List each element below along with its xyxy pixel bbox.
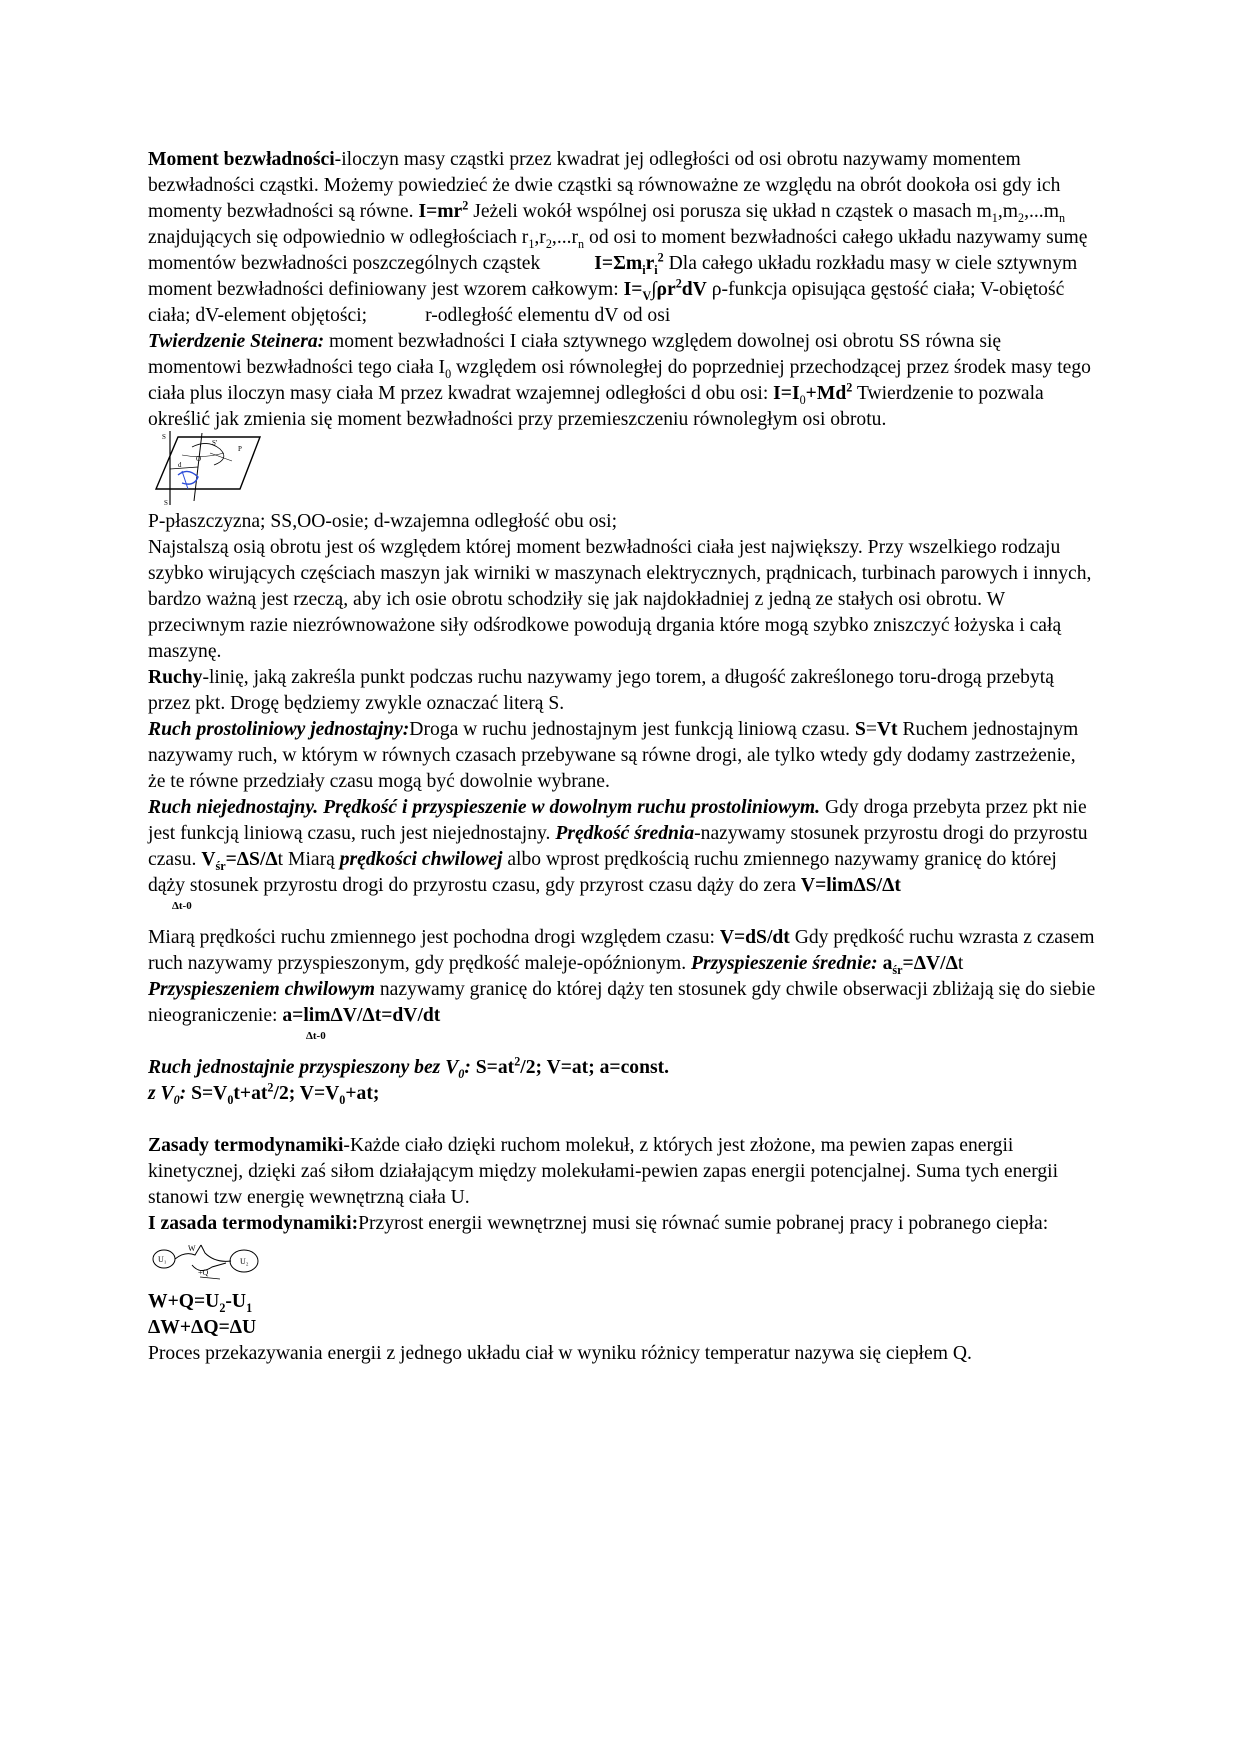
fig2-label: +Q (198, 1268, 209, 1277)
paragraph-nonuniform-motion: Ruch niejednostajny. Prędkość i przyspieszenie w dowolnym ruchu prostoliniowym. Gdy droga przebyta przez pkt nie jest funkcją liniową czasu, ruch jest niejednostajny. Prędkość średnia-nazywamy stosunek przyrostu drogi do przyrostu czasu. $V_{śr}=\Delta S/\Delta t$ Miarą prędkości chwilowej albo wprost prędkością ruchu zmiennego nazywamy granicę do której dąży stosunek przyrostu drogi do przyrostu czasu, gdy przyrost czasu dąży do zera V=limΔS/Δt (148, 797, 1088, 896)
paragraph-heat: Proces przekazywania energii z jednego układu ciał w wyniku różnicy temperatur nazywa się ciepłem Q. (148, 1343, 972, 1364)
formula-acceleration-limit: a=limΔV/Δt=dV/dt (282, 1005, 441, 1026)
formula-first-law: $W+Q=U_2-U_1$ (148, 1291, 253, 1315)
fig2-label: W (188, 1244, 196, 1253)
limit-subscript: Δt-0 (172, 900, 192, 912)
fig2-label: U₂ (240, 1257, 249, 1266)
fig1-label: P (238, 445, 242, 453)
term-uniform-motion: Ruch prostoliniowy jednostajny: (148, 719, 410, 740)
steiner-axes-sketch (148, 431, 268, 509)
paragraph-stable-axis: Najstalszą osią obrotu jest oś względem której moment bezwładności ciała jest największy. Przy wszelkiego rodzaju szybko wirujących częściach maszyn jak wirniki w maszynach elektrycznych, prądnicach, turbinach parowych i innych, bardzo ważną jest rzeczą, aby ich osie obrotu schodziły się jak najdokładniej z jedną ze stałych osi obrotu. W przeciwnym razie niezrównoważone siły odśrodkowe powodują drgania które mogą szybko zniszczyć łożyska i całą maszynę. (148, 537, 1092, 662)
paragraph-uniform-motion: Ruch prostoliniowy jednostajny:Droga w ruchu jednostajnym jest funkcją liniową czasu. S=Vt Ruchem jednostajnym nazywamy ruch, w którym w równych czasach przebywane są równe drogi, ale tylko wtedy gdy dodamy zastrzeżenie, że te równe przedziały czasu mogą być dowolnie wybrane. (148, 719, 1079, 792)
fig1-label: S' (212, 439, 218, 447)
fig1-label: O (196, 455, 202, 463)
term-first-law: I zasada termodynamiki: (148, 1213, 359, 1234)
term-ruchy: Ruchy (148, 667, 203, 688)
fig1-label: S (162, 433, 166, 441)
term-nonuniform-motion: Ruch niejednostajny. Prędkość i przyspieszenie w dowolnym ruchu prostoliniowym. (148, 797, 821, 818)
term-average-acceleration: Przyspieszenie średnie: (691, 953, 878, 974)
paragraph-uniform-accel-with-v0: z $V_0$: $S=V_0t+at^2/2$; $V=V_0+at$; (148, 1080, 380, 1107)
term-moment: Moment bezwładności (148, 149, 335, 170)
formula-average-velocity: V (201, 849, 216, 870)
term-instant-velocity: prędkości chwilowej (339, 849, 503, 870)
paragraph-uniform-accel-no-v0: Ruch jednostajnie przyspieszony bez $V_0$: $S=at^2/2$; V=at; a=const. (148, 1054, 670, 1081)
term-instant-acceleration: Przyspieszeniem chwilowym (148, 979, 375, 1000)
paragraph-motion: Ruchy-linię, jaką zakreśla punkt podczas ruchu nazywamy jego torem, a długość zakreślonego toru-drogą przebytą przez pkt. Drogę będziemy zwykle oznaczać literą S. (148, 667, 1054, 714)
formula-velocity-limit: V=limΔS/Δt (800, 875, 901, 896)
formula-s-vt: S (854, 719, 866, 740)
document-body (148, 147, 1096, 1367)
term-thermodynamics: Zasady termodynamiki (148, 1135, 344, 1156)
paragraph-thermodynamics: Zasady termodynamiki-Każde ciało dzięki ruchom molekuł, z których jest złożone, ma pewien zapas energii kinetycznej, dzięki zaś siłom działającym między molekułami-pewien zapas energii potencjalnej. Suma tych energii stanowi tzw energię wewnętrzną ciała U. (148, 1135, 1059, 1208)
paragraph-moment-of-inertia: Moment bezwładności-iloczyn masy cząstki przez kwadrat jej odległości od osi obrotu nazywamy momentem bezwładności cząstki. Możemy powiedzieć że dwie cząstki są równoważne ze względu na obrót dookoła osi gdy ich momenty bezwładności są równe. $I=mr^2$ Jeżeli wokół wspólnej osi porusza się układ n cząstek o masach $m_1,m_2,...m_n$ znajdujących się odpowiednio w odległościach $r_1,r_2,...r_n$ od osi to moment bezwładności całego układu nazywamy sumę momentów bezwładności poszczególnych cząstek $I=\Sigma m_ir_i^2$ Dla całego układu rozkładu masy w ciele sztywnym moment bezwładności definiowany jest wzorem całkowym: $I=_V\int\rho r^2dV$ ρ-funkcja opisująca gęstość ciała; V-obiętość ciała; dV-element objętości; r-odległość elementu dV od osi (148, 149, 1088, 326)
formula-steiner: I=I (773, 383, 800, 404)
paragraph-derivative: Miarą prędkości ruchu zmiennego jest pochodna drogi względem czasu: V=dS/dt Gdy prędkość ruchu wzrasta z czasem ruch nazywamy przyspieszonym, gdy prędkość maleje-opóźnionym. Przyspieszenie średnie: $a_{śr}=\Delta V/\Delta t$ Przyspieszeniem chwilowym nazywamy granicę do której dąży ten stosunek gdy chwile obserwacji zbliżają się do siebie nieograniczenie: a=limΔV/Δt=dV/dt (148, 927, 1096, 1026)
formula-i-mr2: I=mr (418, 201, 463, 222)
paragraph-first-law: I zasada termodynamiki:Przyrost energii wewnętrznej musi się równać sumie pobranej pracy i pobranego ciepła: (148, 1213, 1049, 1234)
limit-subscript: Δt-0 (306, 1030, 326, 1042)
formula-first-law-delta: ΔW+ΔQ=ΔU (148, 1317, 257, 1338)
first-law-sketch (148, 1239, 266, 1289)
term-with-v0: z V (148, 1083, 174, 1104)
formula-s-at2: S=at (470, 1057, 515, 1078)
formula-sum: I=Σm (594, 253, 643, 274)
paragraph-legend: P-płaszczyzna; SS,OO-osie; d-wzajemna odległość obu osi; (148, 511, 618, 532)
fig1-label: d (178, 461, 182, 469)
paragraph-steiner: Twierdzenie Steinera: moment bezwładności I ciała sztywnego względem dowolnej osi obrotu SS równa się momentowi bezwładności tego ciała $I_0$ względem osi równoległej do poprzedniej przechodzącej przez środek masy tego ciała plus iloczyn masy ciała M przez kwadrat wzajemnej odległości d obu osi: $I=I_0+Md^2$ Twierdzenie to pozwala określić jak zmienia się moment bezwładności przy przemieszczeniu równoległym osi obrotu. (148, 331, 1091, 430)
term-uniform-acceleration: Ruch jednostajnie przyspieszony bez V (148, 1057, 459, 1078)
fig2-label: U₁ (158, 1255, 167, 1264)
term-average-velocity: Prędkość średnia (555, 823, 695, 844)
fig1-label: S (164, 499, 168, 507)
formula-v-ds-dt: V=dS/dt (719, 927, 790, 948)
term-steiner: Twierdzenie Steinera: (148, 331, 325, 352)
formula-s-v0t: S=V (186, 1083, 228, 1104)
formula-integral: I= (623, 279, 643, 300)
